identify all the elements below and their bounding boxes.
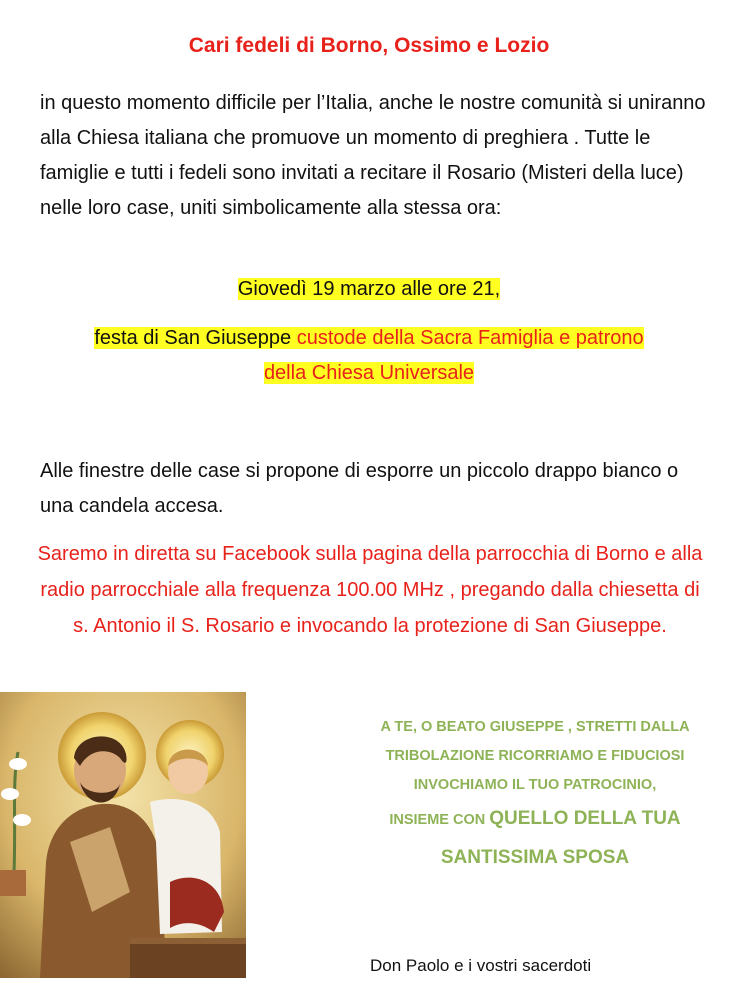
prayer-line-2: TRIBOLAZIONE RICORRIAMO E FIDUCIOSI <box>385 748 685 764</box>
feast-title-2: della Chiesa Universale <box>263 362 475 384</box>
prayer-line-4-big: QUELLO DELLA TUA <box>489 808 681 829</box>
feast-highlight-1 <box>94 327 643 349</box>
feast-line-2 <box>0 356 738 391</box>
saint-joseph-image <box>0 692 246 978</box>
prayer-line-5: SANTISSIMA SPOSA <box>440 847 630 868</box>
feast-title-1: custode della Sacra Famiglia e patrono <box>296 327 644 349</box>
prayer-line-4 <box>355 800 715 839</box>
signature: Don Paolo e i vostri sacerdoti <box>370 956 592 975</box>
intro-paragraph: in questo momento difficile per l’Italia, anche le nostre comunità si uniranno alla Chiesa italiana che promuove un momento di preghiera . Tutte le famiglie e tutti i fedeli sono invitati a recitare il Rosario (Misteri della luce) nelle loro case, uniti simbolicamente alla stessa ora: <box>40 92 706 219</box>
event-date-line <box>0 272 738 307</box>
feast-name: festa di San Giuseppe <box>94 327 297 349</box>
page-title: Cari fedeli di Borno, Ossimo e Lozio <box>188 34 550 57</box>
windows-paragraph: Alle finestre delle case si propone di esporre un piccolo drappo bianco o una candela accesa. <box>40 460 679 517</box>
prayer-line-4-small: INSIEME CON <box>389 812 490 828</box>
prayer-line-3: INVOCHIAMO IL TUO PATROCINIO, <box>413 777 657 793</box>
prayer-line-1: A TE, O BEATO GIUSEPPE , STRETTI DALLA <box>380 719 690 735</box>
event-date: Giovedì 19 marzo alle ore 21, <box>237 278 501 300</box>
live-broadcast-paragraph: Saremo in diretta su Facebook sulla pagina della parrocchia di Borno e alla radio parrocchiale alla frequenza 100.00 MHz , pregando dalla chiesetta di s. Antonio il S. Rosario e invocando la protezione di San Giuseppe. <box>37 543 703 637</box>
prayer-text <box>355 713 715 877</box>
feast-line-1 <box>0 321 738 356</box>
